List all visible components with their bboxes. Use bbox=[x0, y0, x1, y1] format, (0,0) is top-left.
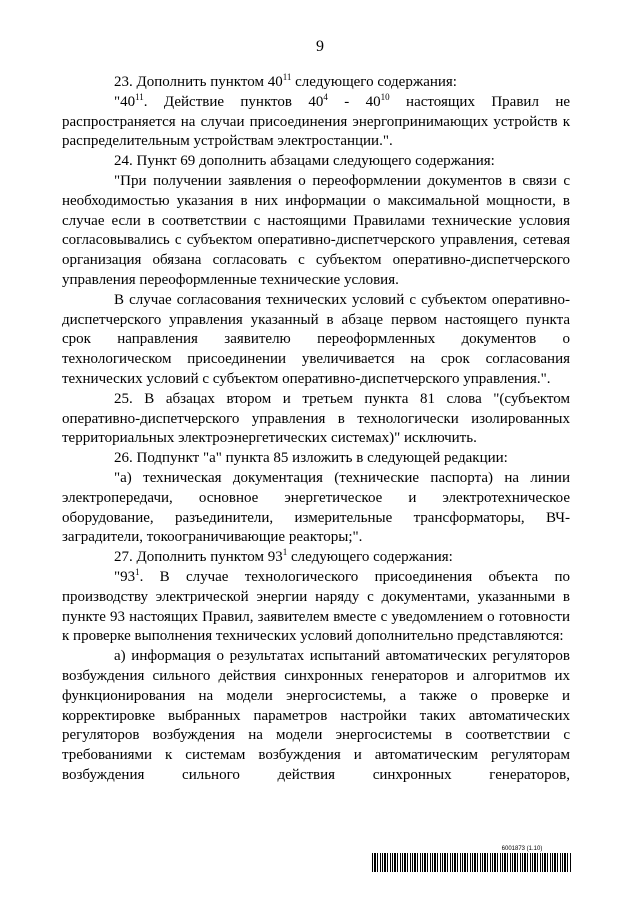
document-body bbox=[62, 73, 570, 786]
paragraph-26-quote: "а) техническая документация (технические паспорта) на линии электропередачи, основное энергетическое и электротехническое оборудование, разъединители, измерительные трансформаторы, ВЧ-заградители, токоограничивающие реакторы;". bbox=[62, 469, 570, 546]
barcode-image bbox=[372, 853, 572, 872]
paragraph-27-subitem-a: а) информация о результатах испытаний автоматических регуляторов возбуждения сильного действия синхронных генераторов и алгоритмов их функционирования на модели энергосистемы, а также о проверке и корректировке выбранных параметров настройки таких автоматических регуляторов возбуждения на модели энергосистемы в соответствии с требованиями к системам возбуждения и автоматическим регуляторам возбуждения сильного действия синхронных генераторов, bbox=[62, 648, 570, 783]
paragraph-27: 27. Дополнить пунктом $93^1$ следующего содержания: bbox=[114, 547, 453, 566]
paragraph-24: 24. Пункт 69 дополнить абзацами следующего содержания: bbox=[114, 153, 495, 170]
paragraph-23: 23. Дополнить пунктом $40^{11}$ следующего содержания: bbox=[114, 72, 457, 90]
paragraph-25: 25. В абзацах втором и третьем пункта 81 слова "(субъектом оперативно-диспетчерского управления в технологически изолированных территориальных электроэнергетических системах)" исключить. bbox=[62, 390, 570, 447]
paragraph-26: 26. Подпункт "а" пункта 85 изложить в следующей редакции: bbox=[114, 450, 508, 467]
page-number: 9 bbox=[316, 38, 324, 55]
paragraph-24-quote-2: В случае согласования технических условий с субъектом оперативно-диспетчерского управления указанный в абзаце первом настоящего пункта срок направления заявителю переоформленных документов о технологическом присоединении увеличивается на срок согласования технических условий с субъектом оперативно-диспетчерского управления.". bbox=[62, 291, 570, 387]
paragraph-23-quote: "$40^{11}$. Действие пунктов $40^4 - 40^{10}$ настоящих Правил не распространяется на случаи присоединения энергопринимающих устройств к распределительным устройствам электростанции.". bbox=[62, 91, 570, 150]
paragraph-27-quote: "$93^1$. В случае технологического присоединения объекта по производству электрической энергии наряду с документами, указанными в пункте 93 настоящих Правил, заявителем вместе с уведомлением о готовности к проверке выполнения технических условий дополнительно представляются: bbox=[62, 566, 570, 645]
paragraph-24-quote-1: "При получении заявления о переоформлении документов в связи с необходимостью указания в них информации о максимальной мощности, в случае если в соответствии с настоящими Правилами технические условия согласовывались с субъектом оперативно-диспетчерского управления, сетевая организация обязана согласовать с субъектом оперативно-диспетчерского управления переоформленные технические условия. bbox=[62, 172, 570, 288]
barcode-label: 6001873 (1.10) bbox=[501, 846, 543, 852]
